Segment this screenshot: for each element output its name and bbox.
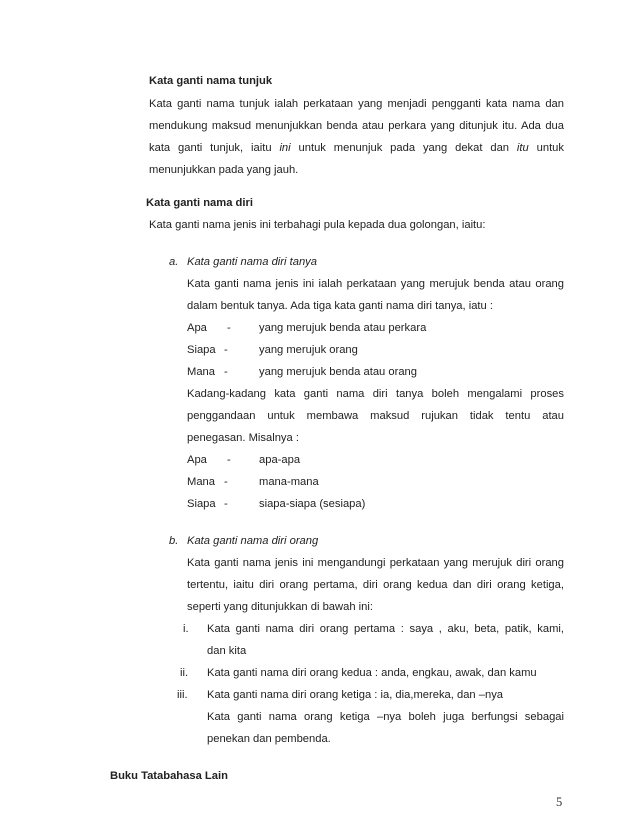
section-heading-kata-ganti-nama-tunjuk: Kata ganti nama tunjuk: [149, 75, 273, 87]
subheading-diri-tanya: Kata ganti nama diri tanya: [187, 256, 317, 268]
paragraph-line: mendukung maksud menunjukkan benda atau perkara yang ditunjuk itu. Ada dua: [149, 120, 564, 132]
table-word: Mana: [187, 366, 215, 378]
table-dash: -: [224, 344, 228, 356]
table-meaning: apa-apa: [259, 454, 301, 466]
list-item-line: Kata ganti nama diri orang pertama : saya , aku, beta, patik, kami,: [207, 623, 564, 635]
paragraph-line: tertentu, iaitu diri orang pertama, diri orang kedua dan diri orang ketiga,: [187, 579, 564, 591]
table-meaning: siapa-siapa (sesiapa): [259, 498, 366, 510]
paragraph-line: seperti yang ditunjukkan di bawah ini:: [187, 601, 373, 613]
paragraph-line: Kata ganti nama tunjuk ialah perkataan yang menjadi pengganti kata nama dan: [149, 98, 564, 110]
roman-marker-ii: ii.: [180, 667, 189, 679]
table-dash: -: [224, 366, 228, 378]
paragraph-line: dalam bentuk tanya. Ada tiga kata ganti nama diri tanya, iatu :: [187, 300, 493, 312]
italic-word-itu: itu: [516, 142, 529, 154]
paragraph-line: Kata ganti nama jenis ini ialah perkataan yang merujuk benda atau orang: [187, 278, 564, 290]
table-word: Mana: [187, 476, 215, 488]
paragraph-line-with-italics: kata ganti tunjuk, iaitu ini untuk menunjuk pada yang dekat dan itu untuk: [149, 142, 564, 154]
table-dash: -: [227, 454, 231, 466]
list-item-line: Kata ganti nama diri orang ketiga : ia, dia,mereka, dan –nya: [207, 689, 504, 701]
table-meaning: mana-mana: [259, 476, 319, 488]
table-word: Apa: [187, 322, 207, 334]
list-item-line: penekan dan pembenda.: [207, 733, 331, 745]
table-meaning: yang merujuk orang: [259, 344, 358, 356]
table-meaning: yang merujuk benda atau perkara: [259, 322, 427, 334]
paragraph-line: Kadang-kadang kata ganti nama diri tanya boleh mengalami proses: [187, 388, 564, 400]
subheading-diri-orang: Kata ganti nama diri orang: [187, 535, 319, 547]
paragraph-line: menunjukkan pada yang jauh.: [149, 164, 299, 176]
paragraph-line: penegasan. Misalnya :: [187, 432, 299, 444]
list-item-line: dan kita: [207, 645, 247, 657]
list-marker-a: a.: [169, 256, 179, 268]
section-heading-kata-ganti-nama-diri: Kata ganti nama diri: [146, 197, 253, 209]
table-meaning: yang merujuk benda atau orang: [259, 366, 417, 378]
list-item-line: Kata ganti nama diri orang kedua : anda, engkau, awak, dan kamu: [207, 667, 537, 679]
table-word: Siapa: [187, 498, 216, 510]
table-word: Apa: [187, 454, 207, 466]
table-dash: -: [227, 322, 231, 334]
section-intro: Kata ganti nama jenis ini terbahagi pula kepada dua golongan, iaitu:: [149, 219, 486, 231]
paragraph-line: Kata ganti nama jenis ini mengandungi perkataan yang merujuk diri orang: [187, 557, 564, 569]
roman-marker-i: i.: [183, 623, 189, 635]
table-word: Siapa: [187, 344, 216, 356]
italic-word-ini: ini: [279, 142, 291, 154]
table-dash: -: [224, 498, 228, 510]
table-dash: -: [224, 476, 228, 488]
page-number: 5: [556, 795, 563, 809]
paragraph-line: penggandaan untuk membawa maksud rujukan tidak tentu atau: [187, 410, 564, 422]
list-item-line: Kata ganti nama orang ketiga –nya boleh juga berfungsi sebagai: [207, 711, 564, 723]
roman-marker-iii: iii.: [177, 689, 188, 701]
footer-heading: Buku Tatabahasa Lain: [110, 770, 228, 782]
list-marker-b: b.: [169, 535, 179, 547]
